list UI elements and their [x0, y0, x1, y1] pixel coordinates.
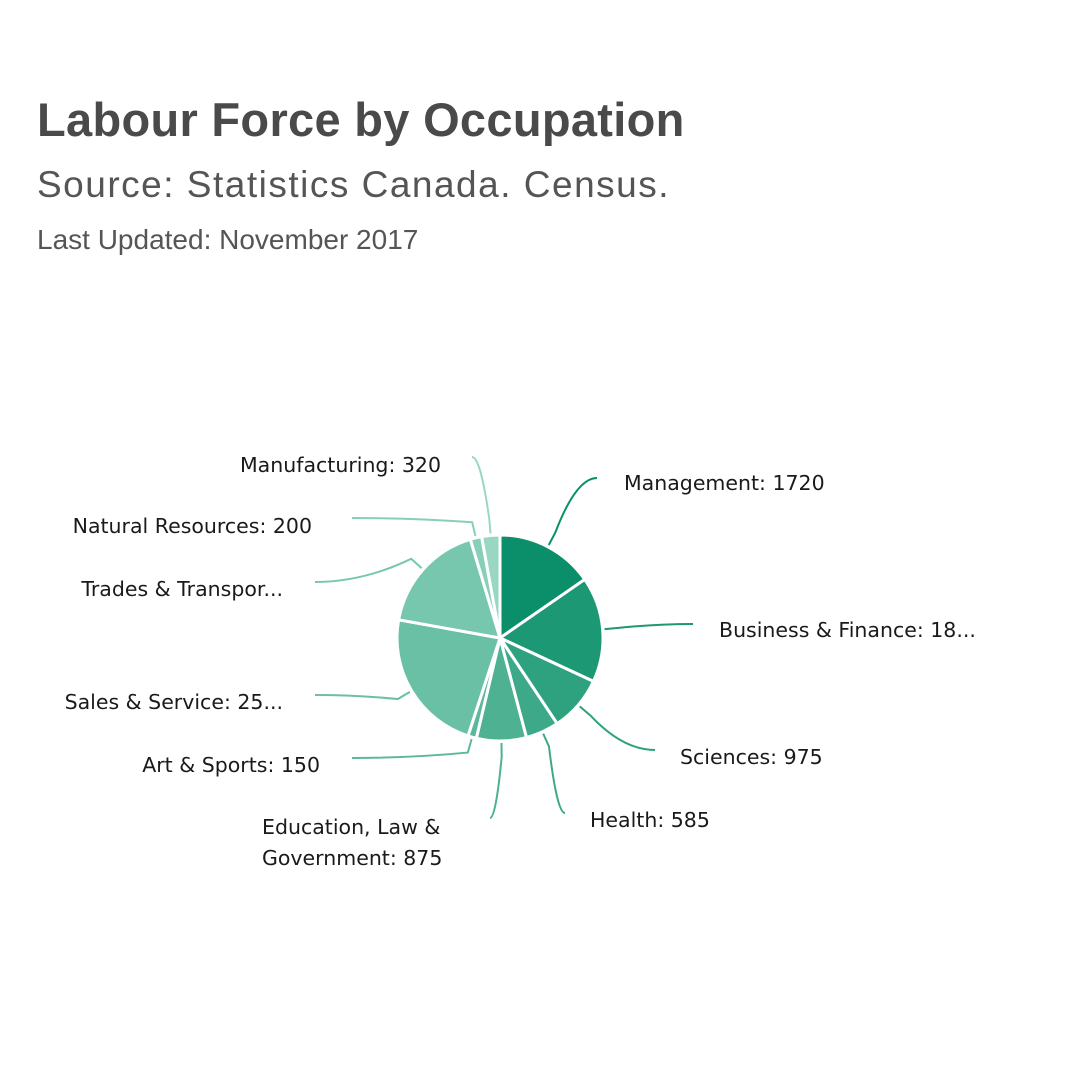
leader-line-art-sports	[352, 739, 472, 758]
slice-label-art-sports: Art & Sports: 150	[142, 753, 320, 777]
last-updated-text: Last Updated: November 2017	[37, 224, 419, 255]
chart-subtitle: Source: Statistics Canada. Census.	[37, 164, 671, 205]
leader-line-sales-service	[315, 692, 410, 699]
leader-line-manufacturing	[472, 457, 491, 533]
slice-label-trades-transport: Trades & Transpor...	[81, 577, 283, 601]
slice-label-sales-service: Sales & Service: 25...	[64, 690, 283, 714]
slice-label-business-finance: Business & Finance: 18...	[719, 618, 976, 642]
slice-label-health: Health: 585	[590, 808, 710, 832]
leader-line-health	[543, 734, 565, 813]
leader-line-sciences	[580, 706, 655, 750]
leader-line-management	[549, 478, 597, 545]
slice-label-education-law-government: Education, Law & Government: 875	[262, 815, 443, 870]
slice-label-sciences: Sciences: 975	[680, 745, 823, 769]
slice-label-management: Management: 1720	[624, 471, 825, 495]
leader-line-trades-transport	[315, 559, 422, 582]
leader-line-natural-resources	[352, 518, 475, 536]
leader-line-education-law-government	[490, 743, 502, 818]
slice-label-natural-resources: Natural Resources: 200	[72, 514, 312, 538]
slice-label-manufacturing: Manufacturing: 320	[240, 453, 441, 477]
pie-slices	[397, 535, 603, 741]
leader-line-business-finance	[605, 624, 693, 629]
chart-title: Labour Force by Occupation	[37, 93, 685, 146]
